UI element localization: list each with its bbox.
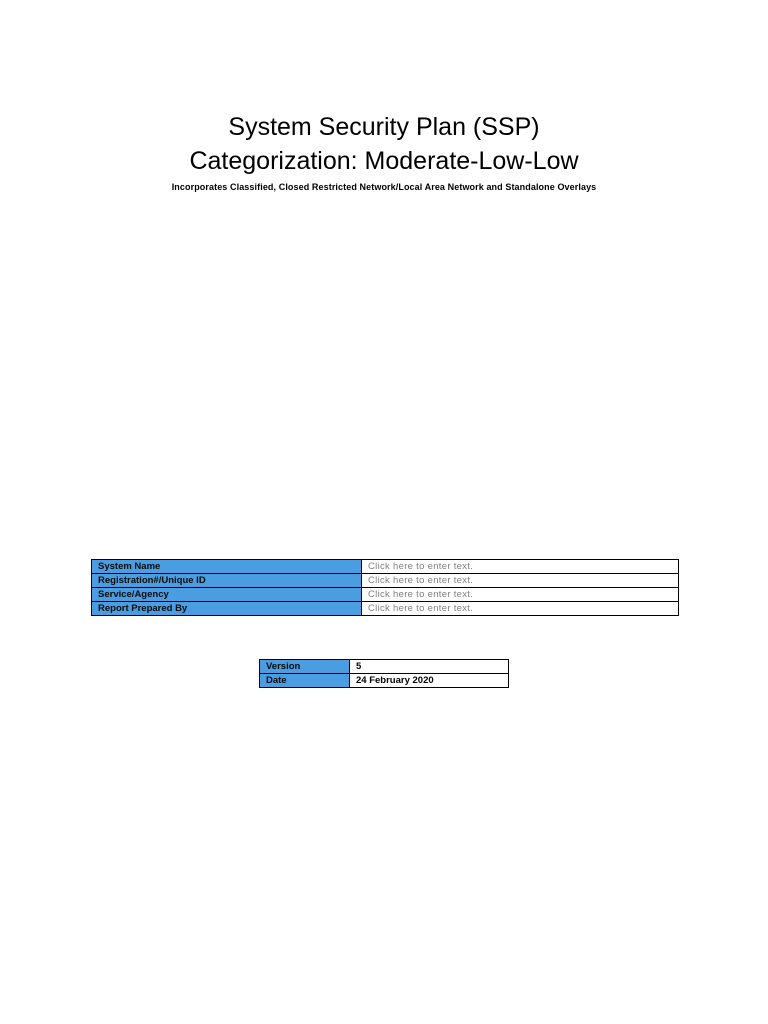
version-value: 5 bbox=[350, 660, 509, 674]
system-name-field[interactable]: Click here to enter text. bbox=[362, 560, 679, 574]
service-agency-field[interactable]: Click here to enter text. bbox=[362, 588, 679, 602]
system-name-label: System Name bbox=[92, 560, 362, 574]
table-row bbox=[92, 602, 679, 616]
version-info-table bbox=[259, 659, 509, 688]
registration-id-field[interactable]: Click here to enter text. bbox=[362, 574, 679, 588]
table-row bbox=[260, 660, 509, 674]
table-row bbox=[92, 588, 679, 602]
report-prepared-by-field[interactable]: Click here to enter text. bbox=[362, 602, 679, 616]
table-row bbox=[92, 574, 679, 588]
categorization-title: Categorization: Moderate-Low-Low bbox=[189, 147, 579, 175]
document-title: System Security Plan (SSP) bbox=[228, 113, 540, 141]
table-row bbox=[260, 674, 509, 688]
table-row bbox=[92, 560, 679, 574]
report-prepared-by-label: Report Prepared By bbox=[92, 602, 362, 616]
version-label: Version bbox=[260, 660, 350, 674]
date-value: 24 February 2020 bbox=[350, 674, 509, 688]
system-info-table bbox=[91, 559, 679, 616]
service-agency-label: Service/Agency bbox=[92, 588, 362, 602]
title-block bbox=[0, 110, 768, 192]
date-label: Date bbox=[260, 674, 350, 688]
registration-id-label: Registration#/Unique ID bbox=[92, 574, 362, 588]
document-subtitle: Incorporates Classified, Closed Restricted Network/Local Area Network and Standalone Overlays bbox=[171, 182, 597, 192]
